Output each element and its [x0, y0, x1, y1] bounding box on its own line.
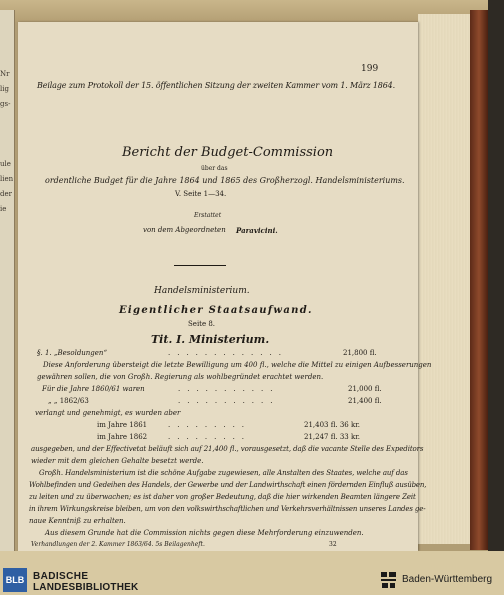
left-page-fragment: der — [0, 190, 12, 198]
document-page — [18, 22, 432, 551]
baden-wuerttemberg-crest-icon[interactable] — [379, 569, 398, 591]
left-page-edge — [0, 10, 15, 551]
report-author: Paravicini. — [236, 226, 278, 235]
report-line-1: ordentliche Budget für die Jahre 1864 und 1865 des Großherzogl. Handelsministeriums. — [45, 176, 405, 185]
page-footer: Verhandlungen der 2. Kammer 1863/64. 5s Beilagenheft. — [31, 541, 205, 548]
amount: 21,247 fl. 33 kr. — [304, 433, 361, 441]
left-page-fragment: gs- — [0, 100, 11, 108]
body-line: Diese Anforderung übersteigt die letzte Bewilligung um 400 fl., welche die Mittel zu einigen Aufbesserungen — [43, 361, 432, 369]
amount: 21,400 fl. — [348, 397, 382, 405]
body-line: zu leiten und zu überwachen; es ist daher von großer Bedeutung, daß die hier wirkenden Beamten längere Zeit — [29, 493, 416, 501]
body-line: verlangt und genehmigt, es wurden aber — [35, 409, 181, 417]
leader-dots: ......... — [168, 433, 252, 441]
dark-background — [488, 0, 504, 551]
body-line: im Jahre 1862 — [97, 433, 148, 441]
state-name: Baden-Württemberg — [402, 574, 493, 585]
body-line: in ihrem Wirkungskreise bleiben, um von den volkswirthschaftlichen und Verkehrsverhältnissen unseres Landes ge- — [29, 505, 426, 513]
page-number: 199 — [361, 64, 379, 74]
left-page-fragment: lig — [0, 85, 9, 93]
body-line: Großh. Handelsministerium ist die schöne Aufgabe zugewiesen, alle Anstalten des Staates, welche auf das — [39, 469, 408, 477]
book-fore-edge — [418, 14, 470, 544]
report-line-2: V. Seite 1—34. — [175, 190, 227, 198]
page-footer-number: 32 — [329, 541, 337, 548]
body-line: gewähren sollen, die von Großh. Regierung als wohlbegründet erachtet werden. — [37, 373, 324, 381]
report-by: von dem Abgeordneten — [143, 226, 226, 234]
amount: 21,000 fl. — [348, 385, 382, 393]
left-page-fragment: ule — [0, 160, 11, 168]
report-title: Bericht der Budget-Commission — [122, 145, 334, 160]
body-line: ausgegeben, und der Effectivetat beläuft sich auf 21,400 fl., vorausgesetzt, daß die vacante Stelle des Expeditors — [31, 445, 424, 453]
left-page-fragment: lien — [0, 175, 14, 183]
leader-dots: ........... — [178, 385, 280, 393]
amount: 21,800 fl. — [343, 349, 377, 357]
leader-dots: ............. — [168, 349, 288, 357]
ministry-heading: Handelsministerium. — [154, 286, 250, 296]
body-line: Für die Jahre 1860/61 waren — [42, 385, 145, 393]
blb-logo[interactable]: BLB — [3, 568, 27, 592]
library-name-line-1: BADISCHE — [33, 571, 89, 582]
library-name-line-2: LANDESBIBLIOTHEK — [33, 582, 139, 593]
left-page-fragment: ie — [0, 205, 7, 213]
title-heading: Tit. I. Ministerium. — [151, 333, 270, 346]
heading-line: Beilage zum Protokoll der 15. öffentlichen Sitzung der zweiten Kammer vom 1. März 1864. — [37, 81, 395, 90]
body-line: im Jahre 1861 — [97, 421, 148, 429]
section-page-ref: Seite 8. — [188, 320, 216, 328]
leader-dots: ........... — [178, 397, 280, 405]
book-spine — [470, 10, 488, 550]
separator-rule — [174, 265, 226, 266]
left-page-fragment: Nr — [0, 70, 10, 78]
body-line: naue Kenntniß zu erhalten. — [29, 517, 126, 525]
body-line: §. 1. „Besoldungen“ — [37, 349, 108, 357]
body-line: „ „ 1862/63 — [48, 397, 89, 405]
report-subtitle: über das — [201, 165, 228, 172]
report-erstattet: Erstattet — [194, 212, 222, 219]
amount: 21,403 fl. 36 kr. — [304, 421, 361, 429]
body-line: Aus diesem Grunde hat die Commission nichts gegen diese Mehrforderung einzuwenden. — [45, 529, 364, 537]
body-line: Wohlbefinden und Gedeihen des Handels, der Gewerbe und der Landwirthschaft einen fördernden Einfluß ausüben, — [29, 481, 427, 489]
section-heading: Eigentlicher Staatsaufwand. — [119, 305, 313, 316]
body-line: wieder mit dem gleichen Gehalte besetzt werde. — [31, 457, 204, 465]
leader-dots: ......... — [168, 421, 252, 429]
